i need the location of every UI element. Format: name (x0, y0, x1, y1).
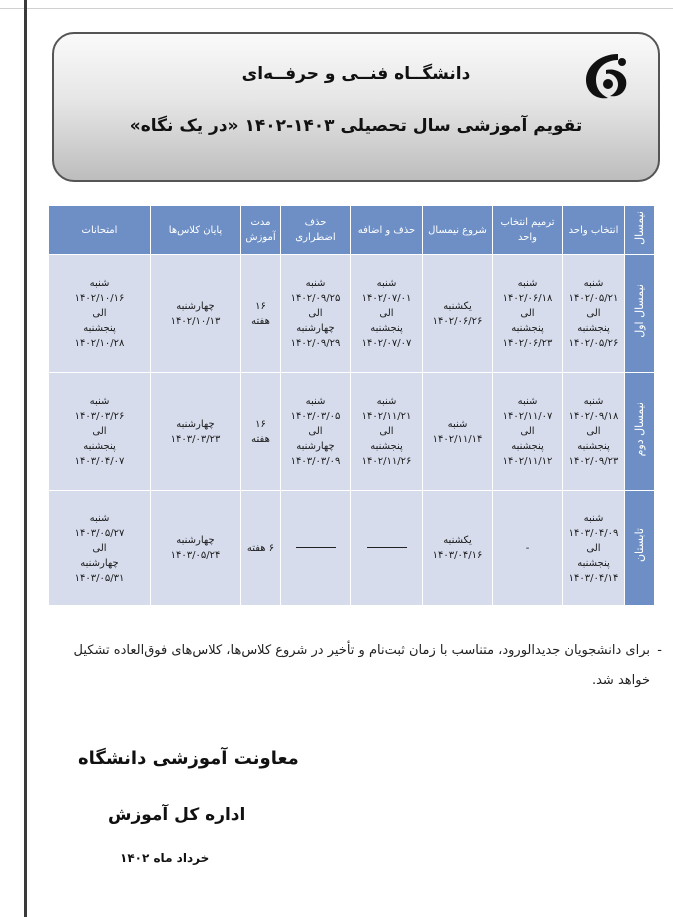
col-header-duration: مدت آموزش (241, 206, 281, 255)
selection-repair-cell: شنبه ۱۴۰۲/۰۶/۱۸ الی پنجشنبه ۱۴۰۲/۰۶/۲۳ (493, 255, 563, 373)
col-header-exams: امتحانات (49, 206, 151, 255)
classes-end-cell: چهارشنبه ۱۴۰۲/۱۰/۱۳ (151, 255, 241, 373)
add-drop-cell (351, 491, 423, 606)
term-cell: نیمسال دوم (625, 373, 655, 491)
term-cell: تابستان (625, 491, 655, 606)
dash-line (367, 547, 407, 548)
duration-cell: ۱۶ هفته (241, 373, 281, 491)
header-banner (52, 32, 660, 182)
classes-end-cell: چهارشنبه ۱۴۰۳/۰۵/۲۴ (151, 491, 241, 606)
col-header-emergency-drop: حذف اضطراری (281, 206, 351, 255)
course-selection-cell: شنبه ۱۴۰۳/۰۴/۰۹ الی پنجشنبه ۱۴۰۳/۰۴/۱۴ (563, 491, 625, 606)
col-header-selection-repair: ترمیم انتخاب واحد (493, 206, 563, 255)
calendar-title: تقویم آموزشی سال تحصیلی ۱۴۰۳-۱۴۰۲ «در یک نگاه» (129, 116, 583, 136)
table-row (49, 373, 655, 491)
term-cell: نیمسال اول (625, 255, 655, 373)
exams-cell: شنبه ۱۴۰۳/۰۳/۲۶ الی پنجشنبه ۱۴۰۳/۰۴/۰۷ (49, 373, 151, 491)
selection-repair-cell: شنبه ۱۴۰۲/۱۱/۰۷ الی پنجشنبه ۱۴۰۲/۱۱/۱۲ (493, 373, 563, 491)
note-paragraph (60, 636, 662, 696)
col-header-course-selection: انتخاب واحد (563, 206, 625, 255)
duration-cell: ۱۶ هفته (241, 255, 281, 373)
col-header-classes-end: پایان کلاس‌ها (151, 206, 241, 255)
term-start-cell: شنبه ۱۴۰۲/۱۱/۱۴ (423, 373, 493, 491)
signature-date: خرداد ماه ۱۴۰۲ (120, 851, 210, 865)
col-header-term-start: شروع نیمسال (423, 206, 493, 255)
emergency-drop-cell (281, 491, 351, 606)
note-bullet: - (657, 643, 662, 658)
emergency-drop-cell: شنبه ۱۴۰۲/۰۹/۲۵ الی چهارشنبه ۱۴۰۲/۰۹/۲۹ (281, 255, 351, 373)
table-header-row (49, 206, 655, 255)
classes-end-cell: چهارشنبه ۱۴۰۳/۰۳/۲۳ (151, 373, 241, 491)
emergency-drop-cell: شنبه ۱۴۰۳/۰۳/۰۵ الی چهارشنبه ۱۴۰۳/۰۳/۰۹ (281, 373, 351, 491)
exams-cell: شنبه ۱۴۰۳/۰۵/۲۷ الی چهارشنبه ۱۴۰۳/۰۵/۳۱ (49, 491, 151, 606)
academic-calendar-table (48, 205, 655, 606)
university-name: دانشگــاه فنــی و حرفــه‌ای (241, 64, 471, 84)
dash-line (296, 547, 336, 548)
add-drop-cell: شنبه ۱۴۰۲/۱۱/۲۱ الی پنجشنبه ۱۴۰۲/۱۱/۲۶ (351, 373, 423, 491)
course-selection-cell: شنبه ۱۴۰۲/۰۹/۱۸ الی پنجشنبه ۱۴۰۲/۰۹/۲۳ (563, 373, 625, 491)
exams-cell: شنبه ۱۴۰۲/۱۰/۱۶ الی پنجشنبه ۱۴۰۲/۱۰/۲۸ (49, 255, 151, 373)
course-selection-cell: شنبه ۱۴۰۲/۰۵/۲۱ الی پنجشنبه ۱۴۰۲/۰۵/۲۶ (563, 255, 625, 373)
col-header-term: نیمسال (625, 206, 655, 255)
col-header-add-drop: حذف و اضافه (351, 206, 423, 255)
term-start-cell: یکشنبه ۱۴۰۳/۰۴/۱۶ (423, 491, 493, 606)
page-left-rule (24, 0, 27, 917)
duration-cell: ۶ هفته (241, 491, 281, 606)
signature-office: معاونت آموزشی دانشگاه (78, 748, 299, 769)
note-text: برای دانشجویان جدیدالورود، متناسب با زمان ثبت‌نام و تأخیر در شروع کلاس‌ها، کلاس‌های فوق‌العاده تشکیل خواهد شد. (73, 643, 650, 688)
table-row (49, 491, 655, 606)
signature-department: اداره کل آموزش (108, 805, 246, 825)
term-start-cell: یکشنبه ۱۴۰۲/۰۶/۲۶ (423, 255, 493, 373)
page-top-rule (0, 8, 673, 9)
add-drop-cell: شنبه ۱۴۰۲/۰۷/۰۱ الی پنجشنبه ۱۴۰۲/۰۷/۰۷ (351, 255, 423, 373)
table-row (49, 255, 655, 373)
selection-repair-cell: - (493, 491, 563, 606)
